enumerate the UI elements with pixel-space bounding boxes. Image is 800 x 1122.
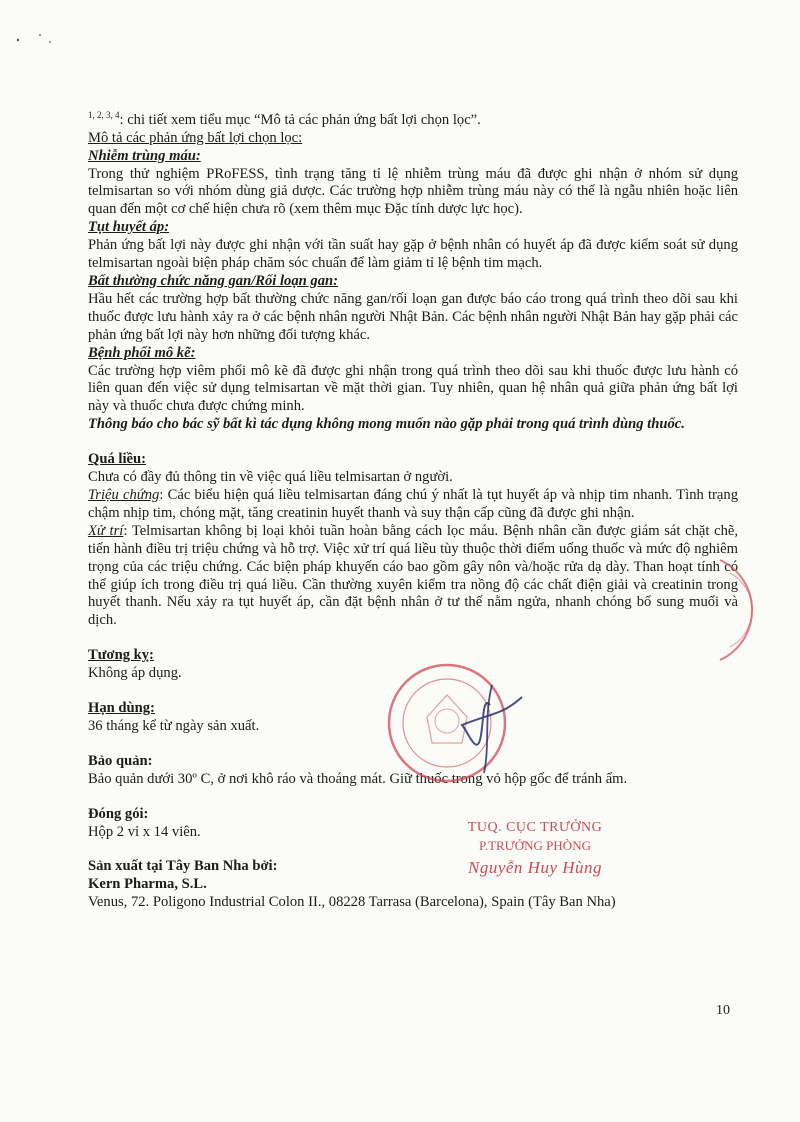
packaging-body: Hộp 2 vỉ x 14 viên. xyxy=(88,823,201,840)
notice-text: Thông báo cho bác sỹ bất kì tác dụng không mong muốn nào gặp phải trong quá trình dùng thuốc. xyxy=(88,416,685,433)
spacer xyxy=(88,841,738,858)
ild-heading: Bệnh phổi mô kẽ: xyxy=(88,344,196,361)
signature-block xyxy=(450,820,620,878)
liver-body: Hầu hết các trường hợp bất thường chức năng gan/rối loạn gan được báo cáo trong quá trình theo dõi sau khi thuốc được lưu hành xảy ra ở các bệnh nhân người Nhật Bản. Các bệnh nhân người Nhật Bản hay gặp phải các phản ứng bất lợi này hơn những đối tượng khác. xyxy=(88,290,738,343)
manufacturer-name: Kern Pharma, S.L. xyxy=(88,876,207,893)
scan-specks xyxy=(10,30,70,50)
symptoms-text: : Các biểu hiện quá liều telmisartan đáng chú ý nhất là tụt huyết áp và nhịp tim nhanh. Tình trạng chậm nhịp tim, chóng mặt, tăng creatinin huyết thanh và suy thận cấp cũng đã được ghi nhận. xyxy=(88,486,738,521)
liver-heading: Bất thường chức năng gan/Rối loạn gan: xyxy=(88,273,338,290)
official-seal-stamp xyxy=(372,655,532,790)
sepsis-heading: Nhiễm trùng máu: xyxy=(88,147,201,164)
sepsis-body: Trong thử nghiệm PRoFESS, tình trạng tăng tỉ lệ nhiễm trùng máu đã được ghi nhận ở nhóm sử dụng telmisartan so với nhóm dùng giả dược. Các trường hợp nhiễm trùng máu này có thể là ngẫu nhiên hoặc liên quan đến một cơ chế hiện chưa rõ (xem thêm mục Đặc tính dược lực học). xyxy=(88,165,738,218)
overdose-heading: Quá liều: xyxy=(88,451,146,468)
packaging-heading: Đóng gói: xyxy=(88,805,149,822)
manufacturer-heading: Sản xuất tại Tây Ban Nha bởi: xyxy=(88,858,278,875)
spacer xyxy=(88,789,738,806)
spacer xyxy=(88,630,738,647)
shelf-life-body: 36 tháng kể từ ngày sản xuất. xyxy=(88,717,260,734)
incompatibility-heading: Tương kỵ: xyxy=(88,647,154,664)
spacer xyxy=(88,434,738,451)
footnote-superscripts: 1, 2, 3, 4 xyxy=(88,110,120,120)
signature-title: TUQ. CỤC TRƯỞNG xyxy=(467,820,603,835)
storage-heading: Bảo quản: xyxy=(88,752,153,769)
overdose-symptoms xyxy=(88,487,738,523)
hypotension-body: Phản ứng bất lợi này được ghi nhận với tần suất hay gặp ở bệnh nhân có huyết áp đã được kiểm soát sử dụng telmisartan ngoài biện pháp chăm sóc chuẩn để làm giảm tỉ lệ bệnh tim mạch. xyxy=(88,237,738,272)
signature-name: Nguyễn Huy Hùng xyxy=(467,858,603,877)
storage-body: Bảo quản dưới 30º C, ở nơi khô ráo và thoáng mát. Giữ thuốc trong vỏ hộp gốc để tránh ẩm. xyxy=(88,770,628,787)
overdose-intro: Chưa có đầy đủ thông tin về việc quá liều telmisartan ở người. xyxy=(88,469,453,486)
shelf-life-heading: Hạn dùng: xyxy=(88,700,155,717)
footnote-text: : chi tiết xem tiểu mục “Mô tả các phản ứng bất lợi chọn lọc”. xyxy=(119,111,481,128)
page-number: 10 xyxy=(716,1003,730,1018)
overdose-treatment xyxy=(88,523,738,630)
symptoms-label: Triệu chứng xyxy=(88,486,160,503)
ild-body: Các trường hợp viêm phổi mô kẽ đã được ghi nhận trong quá trình theo dõi sau khi thuốc được lưu hành có liên quan đến việc sử dụng telmisartan về mặt thời gian. Tuy nhiên, quan hệ nhân quả giữa phản ứng bất lợi này và thuốc chưa được chứng minh. xyxy=(88,362,738,415)
treatment-text: : Telmisartan không bị loại khỏi tuần hoàn bằng cách lọc máu. Bệnh nhân cần được giám sát chặt chẽ, tiến hành điều trị triệu chứng và hỗ trợ. Việc xử trí quá liều tùy thuộc thời điểm uống thuốc và mức độ nghiêm trọng của các triệu chứng. Các biện pháp khuyến cáo bao gồm gây nôn và/hoặc rửa dạ dày. Than hoạt tính có thể giúp ích trong điều trị quá liều. Cần thường xuyên kiểm tra nồng độ các chất điện giải và creatinin trong huyết thanh. Nếu xảy ra tụt huyết áp, cần đặt bệnh nhân ở tư thế nằm ngửa, nhanh chóng bổ sung muối và dịch. xyxy=(88,522,738,629)
document-body xyxy=(88,107,738,912)
manufacturer-address: Venus, 72. Poligono Industrial Colon II., 08228 Tarrasa (Barcelona), Spain (Tây Ban Nha) xyxy=(88,894,616,911)
hypotension-heading: Tụt huyết áp: xyxy=(88,219,170,236)
side-seal-stamp xyxy=(700,555,800,665)
selected-adverse-heading: Mô tả các phản ứng bất lợi chọn lọc: xyxy=(88,129,303,146)
incompatibility-body: Không áp dụng. xyxy=(88,665,182,682)
footnote-line xyxy=(88,107,738,130)
signature-subtitle: P.TRƯỞNG PHÒNG xyxy=(479,838,591,853)
treatment-label: Xử trí xyxy=(88,522,124,539)
